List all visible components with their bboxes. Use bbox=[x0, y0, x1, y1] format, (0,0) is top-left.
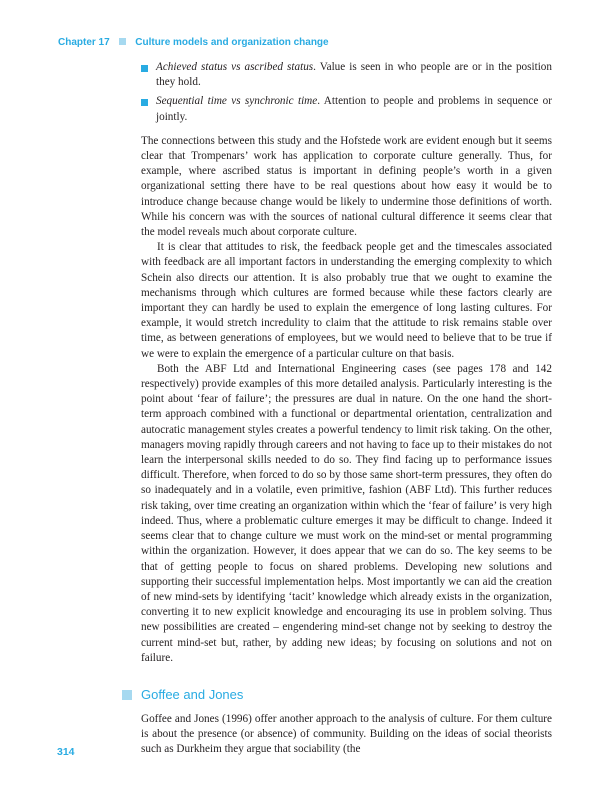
main-text bbox=[141, 60, 552, 758]
chapter-label: Chapter 17 bbox=[58, 37, 110, 48]
list-item bbox=[141, 94, 552, 124]
running-head bbox=[58, 37, 329, 48]
paragraph: It is clear that attitudes to risk, the feedback people get and the timescales associated with feedback are all important factors in understanding the emerging complexity to which Schein also directs our attention. It is also probably true that we ought to examine the mechanisms through which cultures are formed because while these factors clearly are important they can hardly be used to explain the emergence of long lasting cultures. For example, it would stretch incredulity to claim that the attitude to risk remains stable over time, as between generations of employees, but we would need to believe that to be true if we were to explain the emergence of a particular culture on that basis. bbox=[141, 241, 552, 360]
heading-square-icon bbox=[122, 690, 132, 700]
paragraph: Goffee and Jones (1996) offer another approach to the analysis of culture. For them culture is about the presence (or absence) of community. Building on the ideas of social theorists such as Durkheim they argue that sociability (the bbox=[141, 712, 552, 756]
section-title: Goffee and Jones bbox=[141, 686, 244, 702]
paragraph: The connections between this study and the Hofstede work are evident enough but it seems clear that Trompenars’ work has application to corporate culture generally. Thus, for example, where ascribed status is important in defining people’s worth in a given organizational setting there have to be real questions about how easy it would be to introduce change because change would be likely to undermine those definitions of worth. While his concern was with the sources of national cultural difference it seems clear that the model reveals much about corporate culture. bbox=[141, 134, 552, 239]
bullet-term: Sequential time vs synchronic time bbox=[156, 95, 318, 108]
paragraph: Both the ABF Ltd and International Engineering cases (see pages 178 and 142 respectively) provide examples of this more detailed analysis. Particularly interesting is the point about ‘fear of failure’; the pressures are dual in nature. On the one hand the short-term approach combined with a functional or departmental orientation, centralization and autocratic management styles creates a powerful tendency to limit risk taking. On the other, managers moving rapidly through careers and not having to face up to their mistakes do not learn the interpersonal skills needed to do so. They find facing up to performance issues difficult. Therefore, when forced to do so by those same short-term pressures, they often do so inadequately and in a volatile, even primitive, fashion (ABF Ltd). This further reduces risk taking, over time creating an organization within which the ‘fear of failure’ is very high indeed. Thus, where a problematic culture emerges it may be difficult to change. Indeed it seems clear that to change culture we must work on the mind-set or mental programming within the organization. However, it does appear that we can do so. The key seems to be that of getting people to focus on shared problems. Developing new solutions and supporting their successful implementation helps. Most importantly we can aid the creation of new mind-sets by identifying ‘tacit’ knowledge which already exists in the organization, converting it to new explicit knowledge and encouraging its use in problem solving. Thus new possibilities are created – engendering mind-set change not by seeking to destroy the current mind-set but, rather, by adding new ideas; by focusing on solutions and not on failure. bbox=[141, 362, 552, 664]
bullet-list bbox=[141, 60, 552, 125]
bullet-term: Achieved status vs ascribed status bbox=[156, 61, 314, 73]
bullet-text: . Attention to people and problems in sequence or jointly. bbox=[156, 95, 552, 123]
page-number: 314 bbox=[57, 746, 75, 758]
list-item bbox=[141, 60, 552, 90]
bullet-square-icon bbox=[141, 99, 148, 106]
bullet-square-icon bbox=[141, 65, 148, 72]
separator-square-icon bbox=[119, 38, 126, 45]
section-heading bbox=[122, 686, 552, 704]
chapter-title: Culture models and organization change bbox=[135, 37, 329, 48]
bullet-text: . Value is seen in who people are or in the position they hold. bbox=[156, 61, 552, 89]
